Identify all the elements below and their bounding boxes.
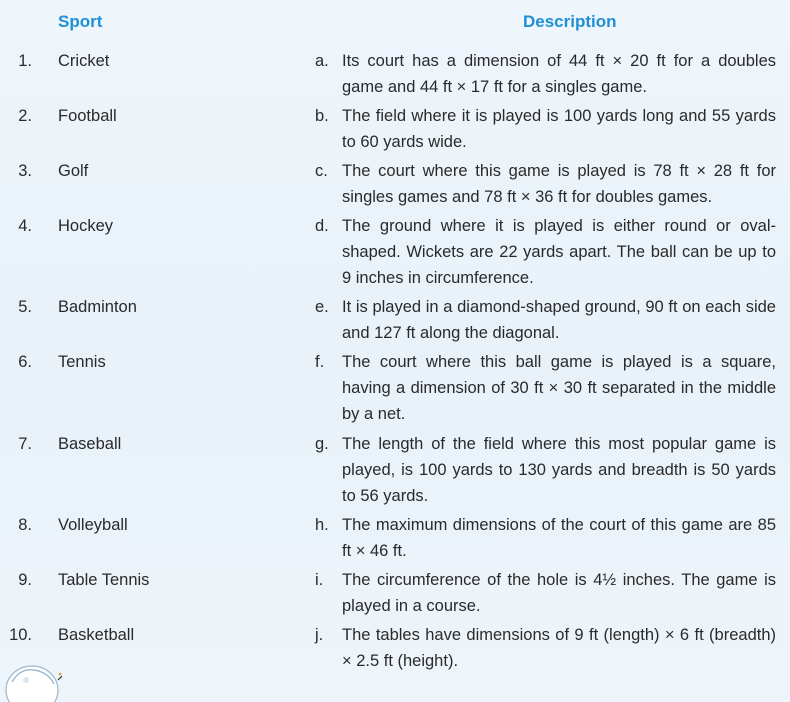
sport-name: Basketball (58, 626, 135, 644)
description-text: The length of the field where this most popular game is played, is 100 yards to 130 yards and breadth is 50 yards to 56 yards. (342, 435, 776, 505)
description-text: Its court has a dimension of 44 ft × 20 ft for a doubles game and 44 ft × 17 ft for a singles game. (342, 52, 776, 96)
row-number: 9. (18, 571, 32, 589)
sport-name: Football (58, 107, 117, 125)
row-number: 5. (18, 298, 32, 316)
description-column-header: Description (523, 12, 617, 31)
description-text: The ground where it is played is either round or oval-shaped. Wickets are 22 yards apart. The ball can be up to 9 inches in circumference. (342, 217, 776, 287)
sport-name: Hockey (58, 217, 114, 235)
sport-name: Tennis (58, 353, 106, 371)
description-letter: i. (315, 571, 324, 589)
description-text: The tables have dimensions of 9 ft (length) × 6 ft (breadth) × 2.5 ft (height). (342, 626, 776, 670)
row-number: 7. (18, 435, 32, 453)
sport-name: Cricket (58, 52, 110, 70)
sport-name: Table Tennis (58, 571, 150, 589)
description-text: The field where it is played is 100 yards long and 55 yards to 60 yards wide. (342, 107, 776, 151)
sport-column-header: Sport (58, 12, 103, 31)
description-text: The circumference of the hole is 4½ inches. The game is played in a course. (342, 571, 776, 615)
sport-name: Baseball (58, 435, 122, 453)
description-letter: c. (315, 162, 328, 180)
mascot-illustration (4, 662, 62, 702)
sport-name: Golf (58, 162, 89, 180)
row-number: 2. (18, 107, 32, 125)
description-letter: b. (315, 107, 329, 125)
row-number: 8. (18, 516, 32, 534)
description-letter: a. (315, 52, 329, 70)
description-letter: d. (315, 217, 329, 235)
description-letter: h. (315, 516, 329, 534)
description-text: It is played in a diamond-shaped ground, 90 ft on each side and 127 ft along the diagonal. (342, 298, 776, 342)
row-number: 10. (9, 626, 32, 644)
description-letter: e. (315, 298, 329, 316)
description-letter: f. (315, 353, 325, 371)
description-letter: j. (315, 626, 324, 644)
description-text: The court where this game is played is 78 ft × 28 ft for singles games and 78 ft × 36 ft for doubles games. (342, 162, 776, 206)
description-letter: g. (315, 435, 329, 453)
row-number: 3. (18, 162, 32, 180)
sport-name: Volleyball (58, 516, 128, 534)
sport-name: Badminton (58, 298, 137, 316)
row-number: 6. (18, 353, 32, 371)
description-text: The maximum dimensions of the court of this game are 85 ft × 46 ft. (342, 516, 776, 560)
row-number: 4. (18, 217, 32, 235)
row-number: 1. (18, 52, 32, 70)
description-text: The court where this ball game is played is a square, having a dimension of 30 ft × 30 ft separated in the middle by a net. (342, 353, 776, 423)
